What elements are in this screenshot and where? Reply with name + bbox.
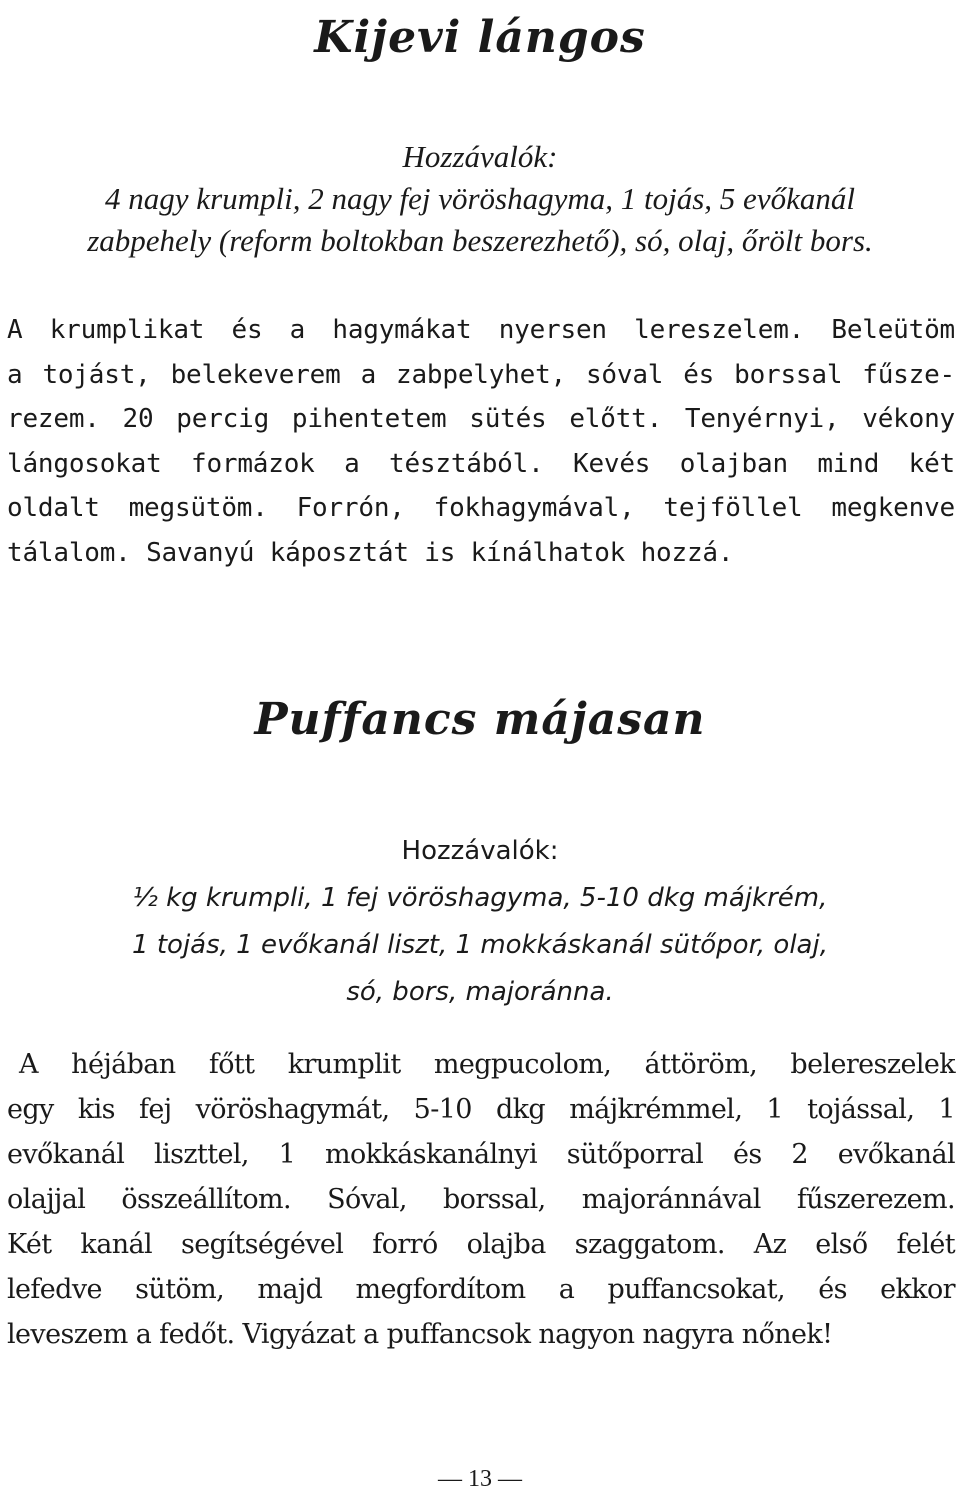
page-number: — 13 —	[438, 1466, 522, 1492]
ingredients-line: ½ kg krumpli, 1 fej vöröshagyma, 5-10 dkg májkrém,	[132, 883, 828, 913]
method-line: A krumplikat és a hagymákat nyersen lereszelem. Beleütöm	[7, 315, 955, 345]
method-line: lángosokat formázok a tésztából. Kevés olajban mind két	[7, 448, 955, 479]
method-line: leveszem a fedőt. Vigyázat a puffancsok nagyon nagyra nőnek!	[7, 1319, 833, 1350]
method-line: egy kis fej vöröshagymát, 5-10 dkg májkrémmel, 1 tojással, 1	[7, 1094, 955, 1125]
method-line: olajjal összeállítom. Sóval, borssal, majoránnával fűszerezem.	[7, 1184, 955, 1215]
ingredients-line: só, bors, majoránna.	[346, 977, 614, 1007]
ingredients-block-puffancs-majasan	[0, 828, 960, 1016]
recipe-title-puffancs-majasan: Puffancs májasan	[254, 694, 706, 745]
ingredients-label: Hozzávalók:	[401, 836, 559, 866]
ingredients-block-kijevi-langos	[0, 136, 960, 262]
ingredients-line: zabpehely (reform boltokban beszerezhető), só, olaj, őrölt bors.	[87, 223, 873, 258]
ingredients-label: Hozzávalók:	[402, 139, 558, 174]
method-kijevi-langos	[7, 308, 955, 575]
ingredients-line: 1 tojás, 1 evőkanál liszt, 1 mokkáskanál sütőpor, olaj,	[132, 930, 828, 960]
method-line: lefedve sütöm, majd megfordítom a puffancsokat, és ekkor	[7, 1274, 955, 1305]
method-line: rezem. 20 percig pihentetem sütés előtt. Tenyérnyi, vékony	[7, 404, 955, 434]
method-puffancs-majasan	[7, 1042, 955, 1357]
method-line: evőkanál liszttel, 1 mokkáskanálnyi sütőporral és 2 evőkanál	[7, 1139, 955, 1170]
method-line: tálalom. Savanyú káposztát is kínálhatok hozzá.	[7, 537, 734, 568]
method-line: Két kanál segítségével forró olajba szaggatom. Az első felét	[7, 1229, 955, 1260]
method-line: A héjában főtt krumplit megpucolom, áttöröm, belereszelek	[19, 1049, 955, 1080]
ingredients-line: 4 nagy krumpli, 2 nagy fej vöröshagyma, 1 tojás, 5 evőkanál	[105, 181, 855, 216]
method-line: a tojást, belekeverem a zabpelyhet, sóval és borssal fűsze-	[7, 359, 955, 390]
method-line: oldalt megsütöm. Forrón, fokhagymával, tejföllel megkenve	[7, 493, 955, 523]
recipe-title-kijevi-langos: Kijevi lángos	[314, 12, 646, 63]
